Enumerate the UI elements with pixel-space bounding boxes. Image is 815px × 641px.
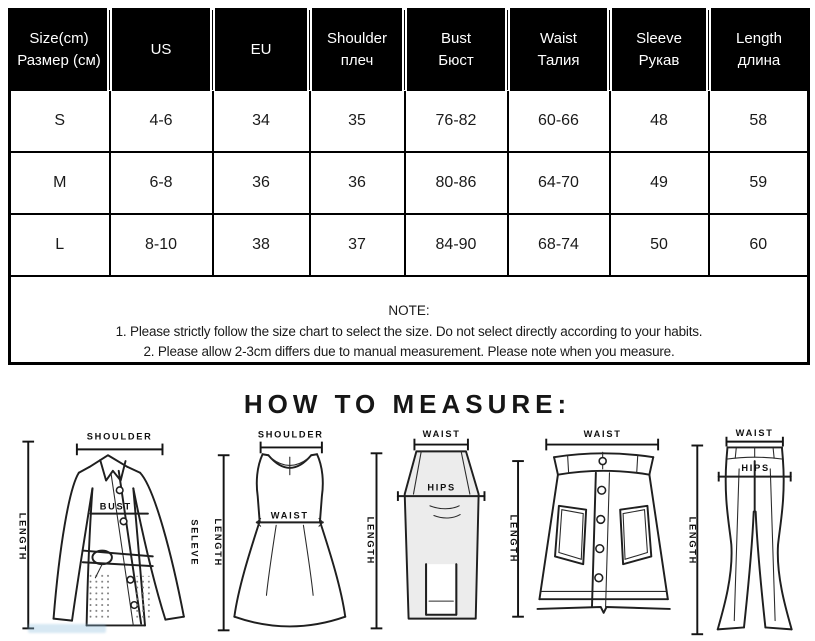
waist-measure-line — [546, 439, 658, 451]
jacket-sleeve-label: SELEVE — [189, 519, 200, 567]
dress-outline — [234, 454, 345, 626]
note-line-2: 2. Please allow 2-3cm differs due to manual measurement. Please note when you measure. — [143, 343, 675, 359]
jacket-bust-label: BUST — [99, 501, 132, 512]
header-eu: EU — [213, 10, 310, 91]
dress-waist-label: WAIST — [270, 510, 309, 521]
table-cell: 49 — [610, 152, 709, 214]
note-line-1: 1. Please strictly follow the size chart to select the size. Do not select directly according to your habits. — [115, 324, 703, 339]
jacket-texture-right — [134, 576, 152, 621]
header-bust: Bust Бюст — [405, 10, 508, 91]
table-cell: 35 — [310, 90, 405, 152]
dress-length-label: LENGTH — [212, 518, 223, 568]
size-table — [8, 8, 810, 365]
skirt-outline — [405, 451, 479, 618]
note-box — [10, 276, 809, 364]
note-title: NOTE: — [388, 303, 430, 318]
header-length: Length длина — [709, 10, 809, 91]
table-cell: 50 — [610, 214, 709, 276]
table-cell: 80-86 — [405, 152, 508, 214]
table-cell: 59 — [709, 152, 809, 214]
skirt-hips-label: HIPS — [427, 482, 456, 493]
table-row-l — [10, 214, 809, 276]
shorts-waist-label: WAIST — [583, 428, 622, 439]
table-cell: 36 — [310, 152, 405, 214]
table-cell: 60 — [709, 214, 809, 276]
pants-diagram — [686, 428, 801, 641]
size-label: L — [10, 214, 110, 276]
skirt-diagram — [364, 428, 496, 641]
table-cell: 48 — [610, 90, 709, 152]
how-to-measure-heading: HOW TO MEASURE: — [243, 389, 572, 420]
table-cell: 64-70 — [508, 152, 610, 214]
table-cell: 58 — [709, 90, 809, 152]
table-cell: 8-10 — [110, 214, 213, 276]
watermark — [28, 624, 106, 633]
skirt-length-label: LENGTH — [365, 516, 376, 566]
pants-length-label: LENGTH — [687, 516, 698, 566]
header-sleeve: Sleeve Рукав — [610, 10, 709, 91]
table-row-m — [10, 152, 809, 214]
jacket-diagram — [16, 428, 201, 641]
header-shoulder: Shoulder плеч — [310, 10, 405, 91]
table-cell: 38 — [213, 214, 310, 276]
table-cell: 60-66 — [508, 90, 610, 152]
table-cell: 34 — [213, 90, 310, 152]
shorts-length-label: LENGTH — [508, 514, 519, 564]
dress-shoulder-label: SHOULDER — [257, 429, 324, 440]
note-row — [10, 276, 809, 364]
shorts-diagram — [505, 428, 677, 641]
table-cell: 76-82 — [405, 90, 508, 152]
table-cell: 36 — [213, 152, 310, 214]
pants-hips-label: HIPS — [741, 462, 770, 473]
jacket-texture-left — [90, 572, 110, 621]
waist-measure-line — [726, 437, 782, 447]
size-label: S — [10, 90, 110, 152]
shoulder-measure-line — [261, 442, 322, 454]
table-cell: 84-90 — [405, 214, 508, 276]
header-size: Size(cm) Размер (см) — [10, 10, 110, 91]
table-cell: 6-8 — [110, 152, 213, 214]
dress-diagram — [210, 428, 355, 641]
jacket-outline — [54, 455, 184, 625]
skirt-waist-label: WAIST — [422, 428, 461, 439]
table-cell: 4-6 — [110, 90, 213, 152]
jacket-shoulder-label: SHOULDER — [86, 431, 153, 442]
table-row-s — [10, 90, 809, 152]
shorts-outline — [538, 452, 670, 613]
header-row — [10, 10, 809, 91]
measure-figures — [0, 426, 815, 641]
shoulder-measure-line — [77, 444, 163, 456]
pants-waist-label: WAIST — [735, 428, 774, 438]
pants-outline — [718, 448, 792, 630]
header-us: US — [110, 10, 213, 91]
table-cell: 37 — [310, 214, 405, 276]
table-cell: 68-74 — [508, 214, 610, 276]
jacket-length-label: LENGTH — [17, 512, 28, 562]
waist-measure-line — [414, 439, 468, 451]
size-label: M — [10, 152, 110, 214]
header-waist: Waist Талия — [508, 10, 610, 91]
